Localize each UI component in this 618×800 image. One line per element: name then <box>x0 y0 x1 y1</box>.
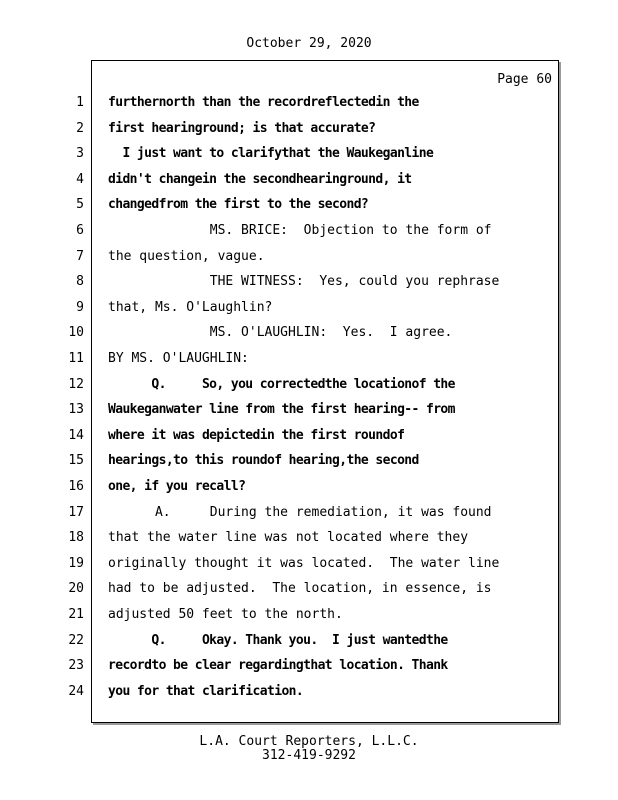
line-number: 18 <box>68 530 84 545</box>
transcript-line-text: A. During the remediation, it was found <box>108 505 492 520</box>
transcript-line-text: where it was depictedin the first roundof <box>108 428 405 443</box>
transcript-line-text: you for that clarification. <box>108 684 304 699</box>
line-number: 20 <box>68 581 84 596</box>
line-number: 3 <box>76 146 84 161</box>
transcript-line-text: furthernorth than the recordreflectedin the <box>108 95 419 110</box>
transcript-line-text: originally thought it was located. The water line <box>108 556 500 571</box>
transcript-date: October 29, 2020 <box>246 36 372 51</box>
transcript-line-text: had to be adjusted. The location, in essence, is <box>108 581 492 596</box>
transcript-line-text: changedfrom the first to the second? <box>108 197 369 212</box>
transcript-line-text: MS. BRICE: Objection to the form of <box>108 223 492 238</box>
line-number: 12 <box>68 377 84 392</box>
transcript-line-text: that the water line was not located where they <box>108 530 469 545</box>
transcript-line-text: THE WITNESS: Yes, could you rephrase <box>108 274 500 289</box>
line-number: 7 <box>76 249 84 264</box>
reporter-company: L.A. Court Reporters, L.L.C. <box>199 734 419 749</box>
transcript-line-text: that, Ms. O'Laughlin? <box>108 300 273 315</box>
transcript-line-text: the question, vague. <box>108 249 265 264</box>
line-number: 17 <box>68 505 84 520</box>
line-number: 14 <box>68 428 84 443</box>
transcript-line-text: recordto be clear regardingthat location. Thank <box>108 658 448 673</box>
transcript-line-text: I just want to clarifythat the Waukeganline <box>108 146 434 161</box>
line-number: 11 <box>68 351 84 366</box>
transcript-line-text: one, if you recall? <box>108 479 246 494</box>
transcript-line-text: didn't changein the secondhearinground, it <box>108 172 412 187</box>
line-number: 4 <box>76 172 84 187</box>
transcript-page-frame <box>91 60 559 723</box>
transcript-line-text: hearings,to this roundof hearing,the second <box>108 453 419 468</box>
transcript-line-text: adjusted 50 feet to the north. <box>108 607 343 622</box>
transcript-line-text: MS. O'LAUGHLIN: Yes. I agree. <box>108 325 453 340</box>
line-number: 19 <box>68 556 84 571</box>
line-number: 8 <box>76 274 84 289</box>
transcript-line-text: BY MS. O'LAUGHLIN: <box>108 351 249 366</box>
transcript-line-text: Waukeganwater line from the first hearing-- from <box>108 402 455 417</box>
line-number: 1 <box>76 95 84 110</box>
line-number: 13 <box>68 402 84 417</box>
line-number: 2 <box>76 121 84 136</box>
line-number: 22 <box>68 633 84 648</box>
line-number: 15 <box>68 453 84 468</box>
line-number: 10 <box>68 325 84 340</box>
page-number: Page 60 <box>497 72 552 87</box>
line-number: 24 <box>68 684 84 699</box>
transcript-line-text: first hearinground; is that accurate? <box>108 121 376 136</box>
reporter-phone: 312-419-9292 <box>262 748 356 763</box>
line-number: 9 <box>76 300 84 315</box>
transcript-line-text: Q. Okay. Thank you. I just wantedthe <box>108 633 448 648</box>
line-number: 6 <box>76 223 84 238</box>
transcript-line-text: Q. So, you correctedthe locationof the <box>108 377 455 392</box>
line-number: 23 <box>68 658 84 673</box>
line-number: 16 <box>68 479 84 494</box>
line-number: 21 <box>68 607 84 622</box>
line-number: 5 <box>76 197 84 212</box>
